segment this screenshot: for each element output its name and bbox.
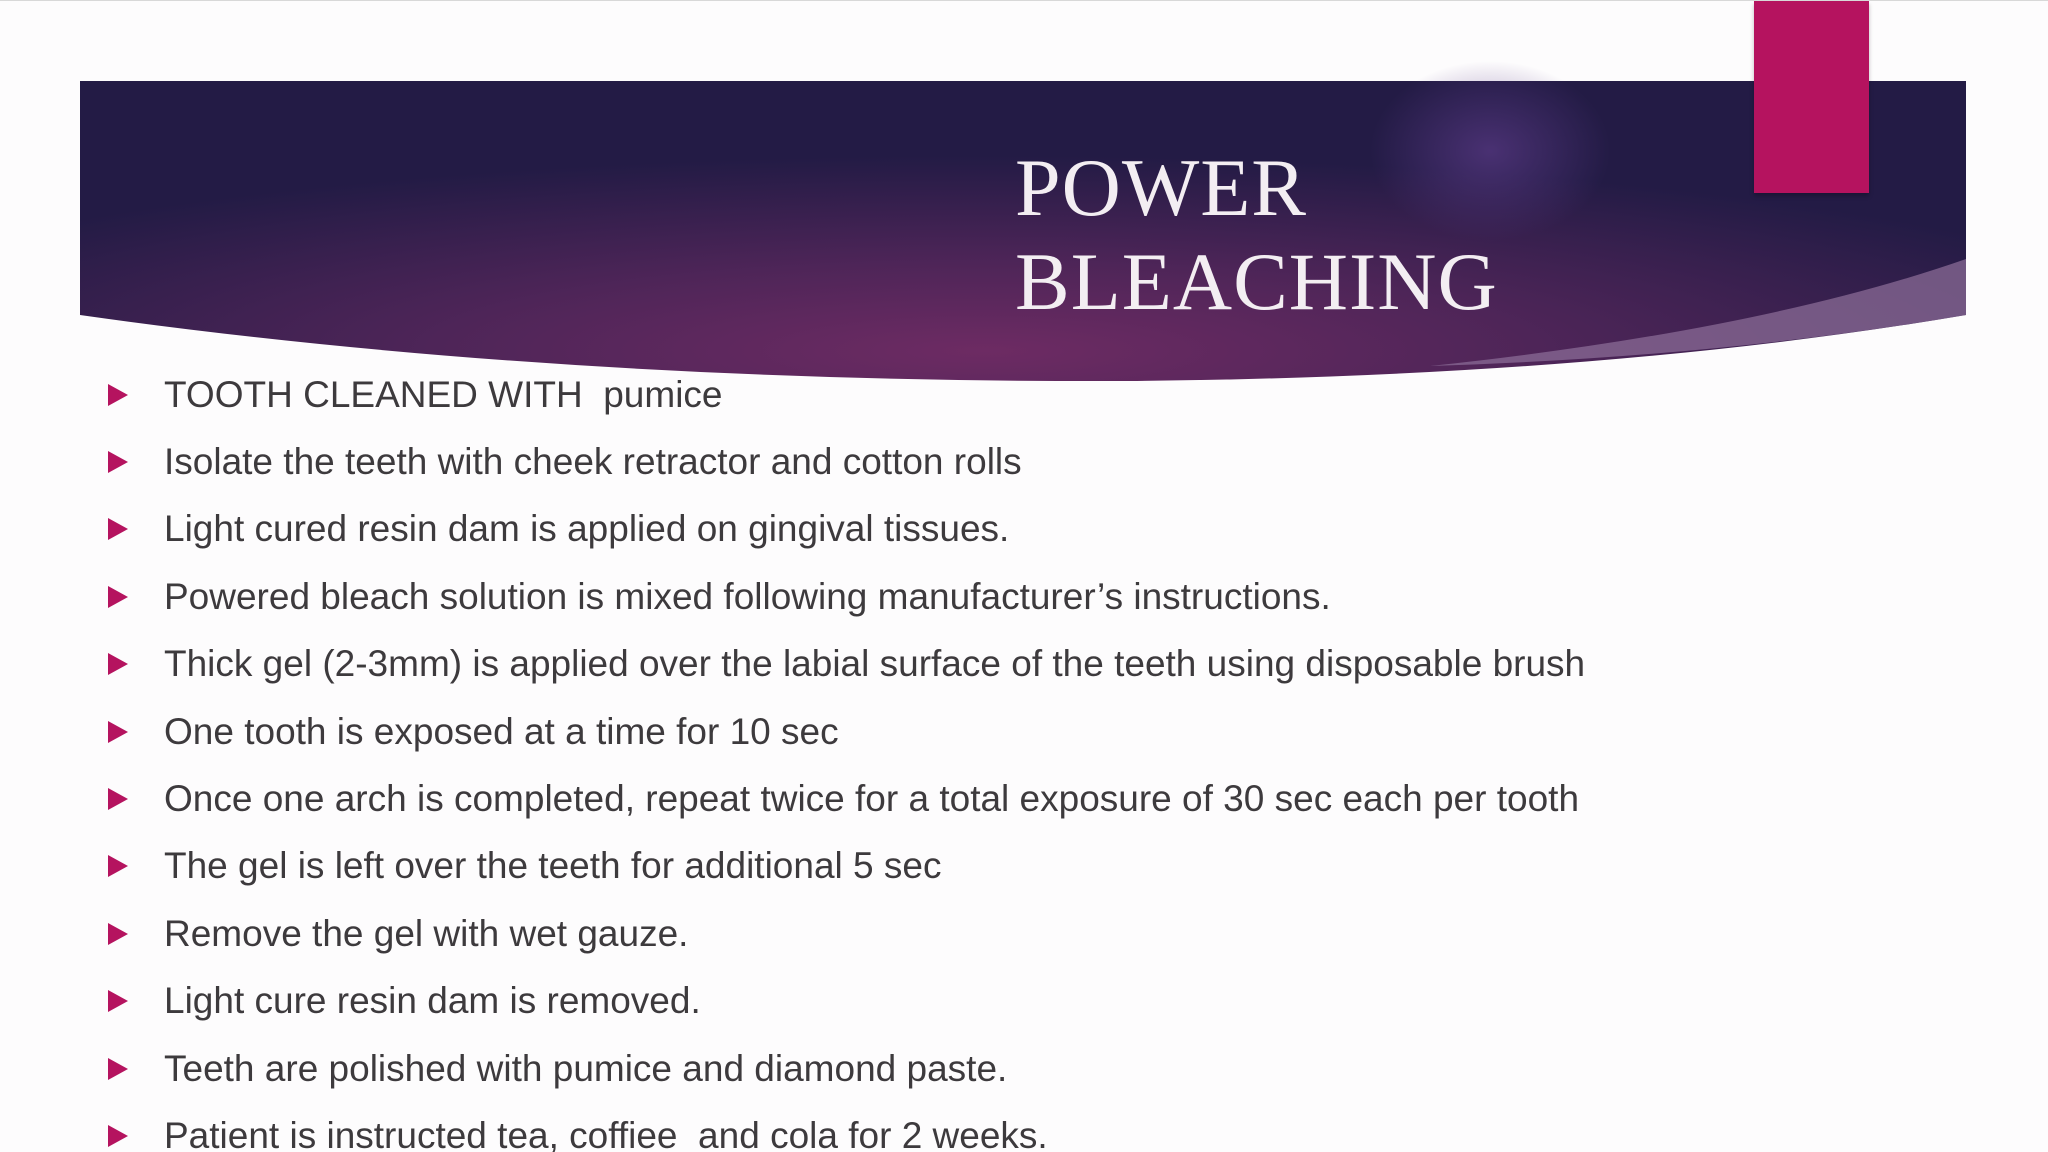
bullet-item [108,1035,1968,1102]
bullet-arrow-icon [108,586,128,608]
bullet-item [108,361,1968,428]
bullet-arrow-icon [108,788,128,810]
bullet-arrow-icon [108,653,128,675]
bullet-item [108,765,1968,832]
bullet-item [108,968,1968,1035]
bullet-item [108,698,1968,765]
bullet-arrow-icon [108,518,128,540]
bullet-text: TOOTH CLEANED WITH pumice [164,373,723,415]
bullet-text: Powered bleach solution is mixed following manufacturer’s instructions. [164,575,1331,617]
bullet-item [108,833,1968,900]
bullet-arrow-icon [108,384,128,406]
bullet-arrow-icon [108,990,128,1012]
bullet-text: One tooth is exposed at a time for 10 sec [164,710,839,752]
bullet-text: Light cure resin dam is removed. [164,980,701,1022]
bullet-text: Once one arch is completed, repeat twice for a total exposure of 30 sec each per tooth [164,778,1580,820]
bullet-item [108,900,1968,967]
slide-title [1015,141,1498,329]
bullet-arrow-icon [108,451,128,473]
bullet-text: Remove the gel with wet gauze. [164,912,689,954]
bullet-arrow-icon [108,721,128,743]
bullet-text: The gel is left over the teeth for additional 5 sec [164,845,942,887]
bullet-text: Teeth are polished with pumice and diamond paste. [164,1047,1008,1089]
bullet-text: Patient is instructed tea, coffiee and cola for 2 weeks. [164,1114,1048,1152]
bullet-item [108,563,1968,630]
slide-title-line2: BLEACHING [1015,236,1498,327]
bullet-text: Light cured resin dam is applied on gingival tissues. [164,508,1010,550]
bullet-text: Thick gel (2-3mm) is applied over the labial surface of the teeth using disposable brush [164,643,1586,685]
bullet-arrow-icon [108,1058,128,1080]
bullet-arrow-icon [108,855,128,877]
bullet-item [108,496,1968,563]
bullet-arrow-icon [108,1125,128,1147]
bullet-item [108,428,1968,495]
bullet-arrow-icon [108,923,128,945]
bullet-item [108,1102,1968,1152]
slide-title-line1: POWER [1015,142,1307,233]
accent-tab [1754,1,1869,193]
bullet-list [108,361,1968,1152]
bullet-item [108,631,1968,698]
bullet-text: Isolate the teeth with cheek retractor and cotton rolls [164,441,1022,483]
